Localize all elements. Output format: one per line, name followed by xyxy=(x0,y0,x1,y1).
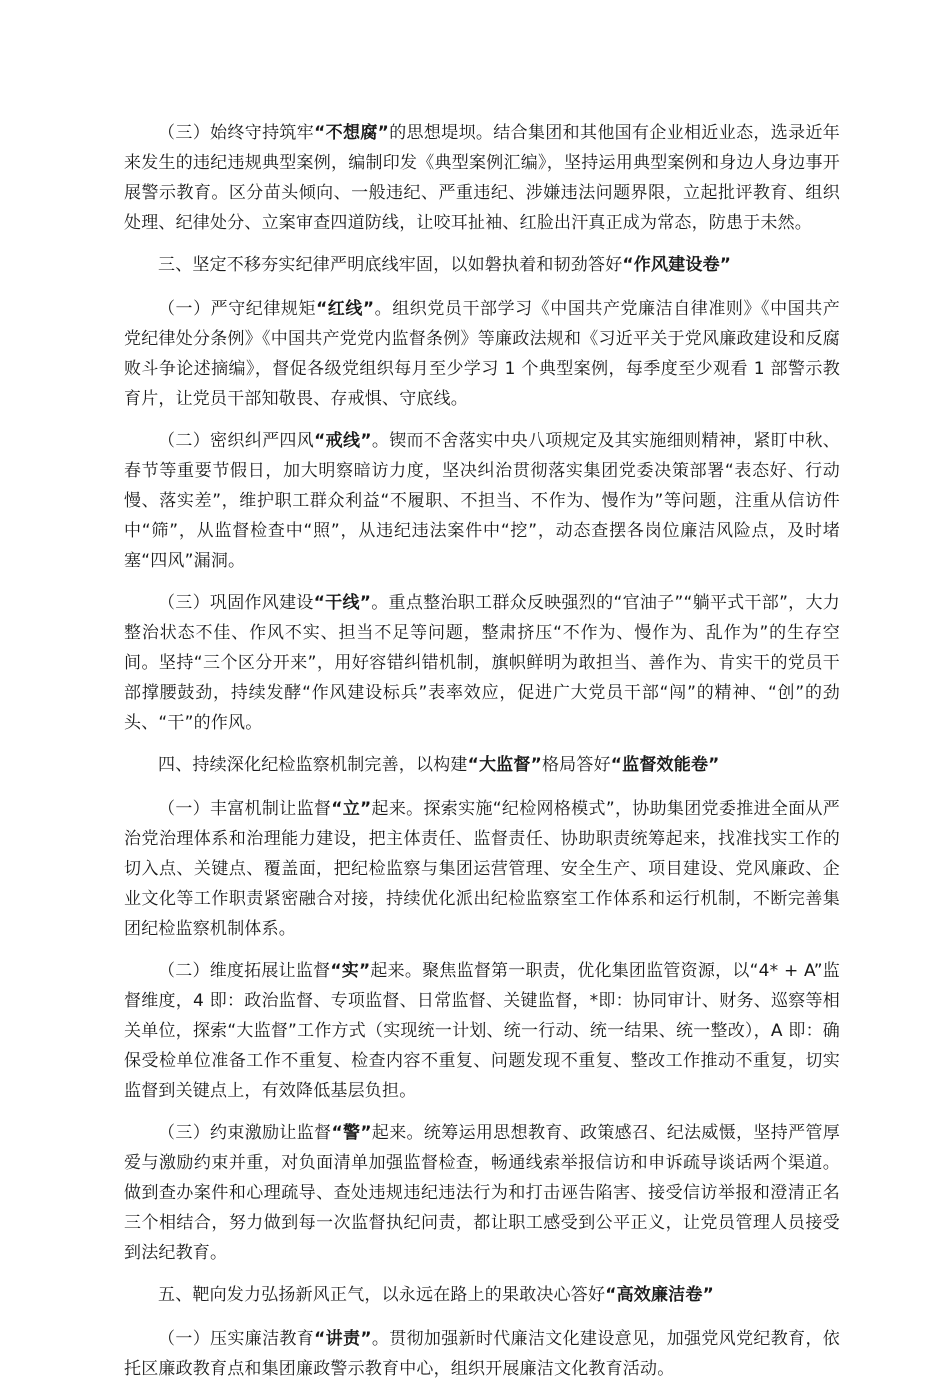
paragraph-supervision-warning: （三）约束激励让监督“警”起来。统筹运用思想教育、政策感召、纪法威慑，坚持严管厚爱与激励约束并重，对负面清单加强监督检查，畅通线索举报信访和申诉疏导谈话两个渠道。做到查办案件和心理疏导、查处违规违纪违法行为和打击诬告陷害、接受信访举报和澄清正名三个相结合，努力做到每一次监督执纪问责，都让职工感受到公平正义，让党员管理人员接受到法纪教育。 xyxy=(124,1123,841,1263)
paragraph-main-line: （三）巩固作风建设“干线”。重点整治职工群众反映强烈的“官油子”“躺平式干部”，大力整治状态不佳、作风不实、担当不足等问题，整肃挤压“不作为、慢作为、乱作为”的生存空间。坚持“三个区分开来”，用好容错纠错机制，旗帜鲜明为敢担当、善作为、肯实干的党员干部撑腰鼓劲，持续发酵“作风建设标兵”表率效应，促进广大党员干部“闯”的精神、“创”的劲头、“干”的作风。 xyxy=(124,593,840,733)
section-heading-5: 五、靶向发力弘扬新风正气，以永远在路上的果敢决心答好“高效廉洁卷” xyxy=(158,1285,714,1305)
paragraph-supervision-substantive: （二）维度拓展让监督“实”起来。聚焦监督第一职责，优化集团监管资源，以“4* + A”监督维度，4 即：政治监督、专项监督、日常监督、关键监督，*即：协同审计、财务、巡察等相关单位，探索“大监督”工作方式（实现统一计划、统一行动、统一结果、统一整改），A 即：确保受检单位准备工作不重复、检查内容不重复、问题发现不重复、整改工作推动不重复，切实监督到关键点上，有效降低基层负担。 xyxy=(124,961,840,1101)
paragraph-supervision-established: （一）丰富机制让监督“立”起来。探索实施“纪检网格模式”，协助集团党委推进全面从严治党治理体系和治理能力建设，把主体责任、监督责任、协助职责统筹起来，找准找实工作的切入点、关键点、覆盖面，把纪检监察与集团运营管理、安全生产、项目建设、党风廉政、企业文化等工作职责紧密融合对接，持续优化派出纪检监察室工作体系和运行机制，不断完善集团纪检监察机制体系。 xyxy=(124,799,840,939)
paragraph-integrity-education: （一）压实廉洁教育“讲责”。贯彻加强新时代廉洁文化建设意见，加强党风党纪教育，依托区廉政教育点和集团廉政警示教育中心，组织开展廉洁文化教育活动。 xyxy=(124,1329,840,1379)
paragraph-red-line: （一）严守纪律规矩“红线”。组织党员干部学习《中国共产党廉洁自律准则》《中国共产党纪律处分条例》《中国共产党党内监督条例》等廉政法规和《习近平关于党风廉政建设和反腐败斗争论述摘编》，督促各级党组织每月至少学习 1 个典型案例，每季度至少观看 1 部警示教育片，让党员干部知敬畏、存戒惧、守底线。 xyxy=(124,299,840,409)
section-heading-4: 四、持续深化纪检监察机制完善，以构建“大监督”格局答好“监督效能卷” xyxy=(158,755,720,775)
paragraph-caution-line: （二）密织纠严四风“戒线”。锲而不舍落实中央八项规定及其实施细则精神，紧盯中秋、春节等重要节假日，加大明察暗访力度，坚决纠治贯彻落实集团党委决策部署“表态好、行动慢、落实差”，维护职工群众利益“不履职、不担当、不作为、慢作为”等问题，注重从信访件中“筛”，从监督检查中“照”，从违纪违法案件中“挖”，动态查摆各岗位廉洁风险点，及时堵塞“四风”漏洞。 xyxy=(124,431,840,571)
section-heading-3: 三、坚定不移夯实纪律严明底线牢固，以如磐执着和韧劲答好“作风建设卷” xyxy=(158,255,732,275)
paragraph-3-anti-corruption-mindset: （三）始终守持筑牢“不想腐”的思想堤坝。结合集团和其他国有企业相近业态，选录近年来发生的违纪违规典型案例，编制印发《典型案例汇编》，坚持运用典型案例和身边人身边事开展警示教育。区分苗头倾向、一般违纪、严重违纪、涉嫌违法问题界限，立起批评教育、组织处理、纪律处分、立案审查四道防线，让咬耳扯袖、红脸出汗真正成为常态，防患于未然。 xyxy=(124,123,840,233)
